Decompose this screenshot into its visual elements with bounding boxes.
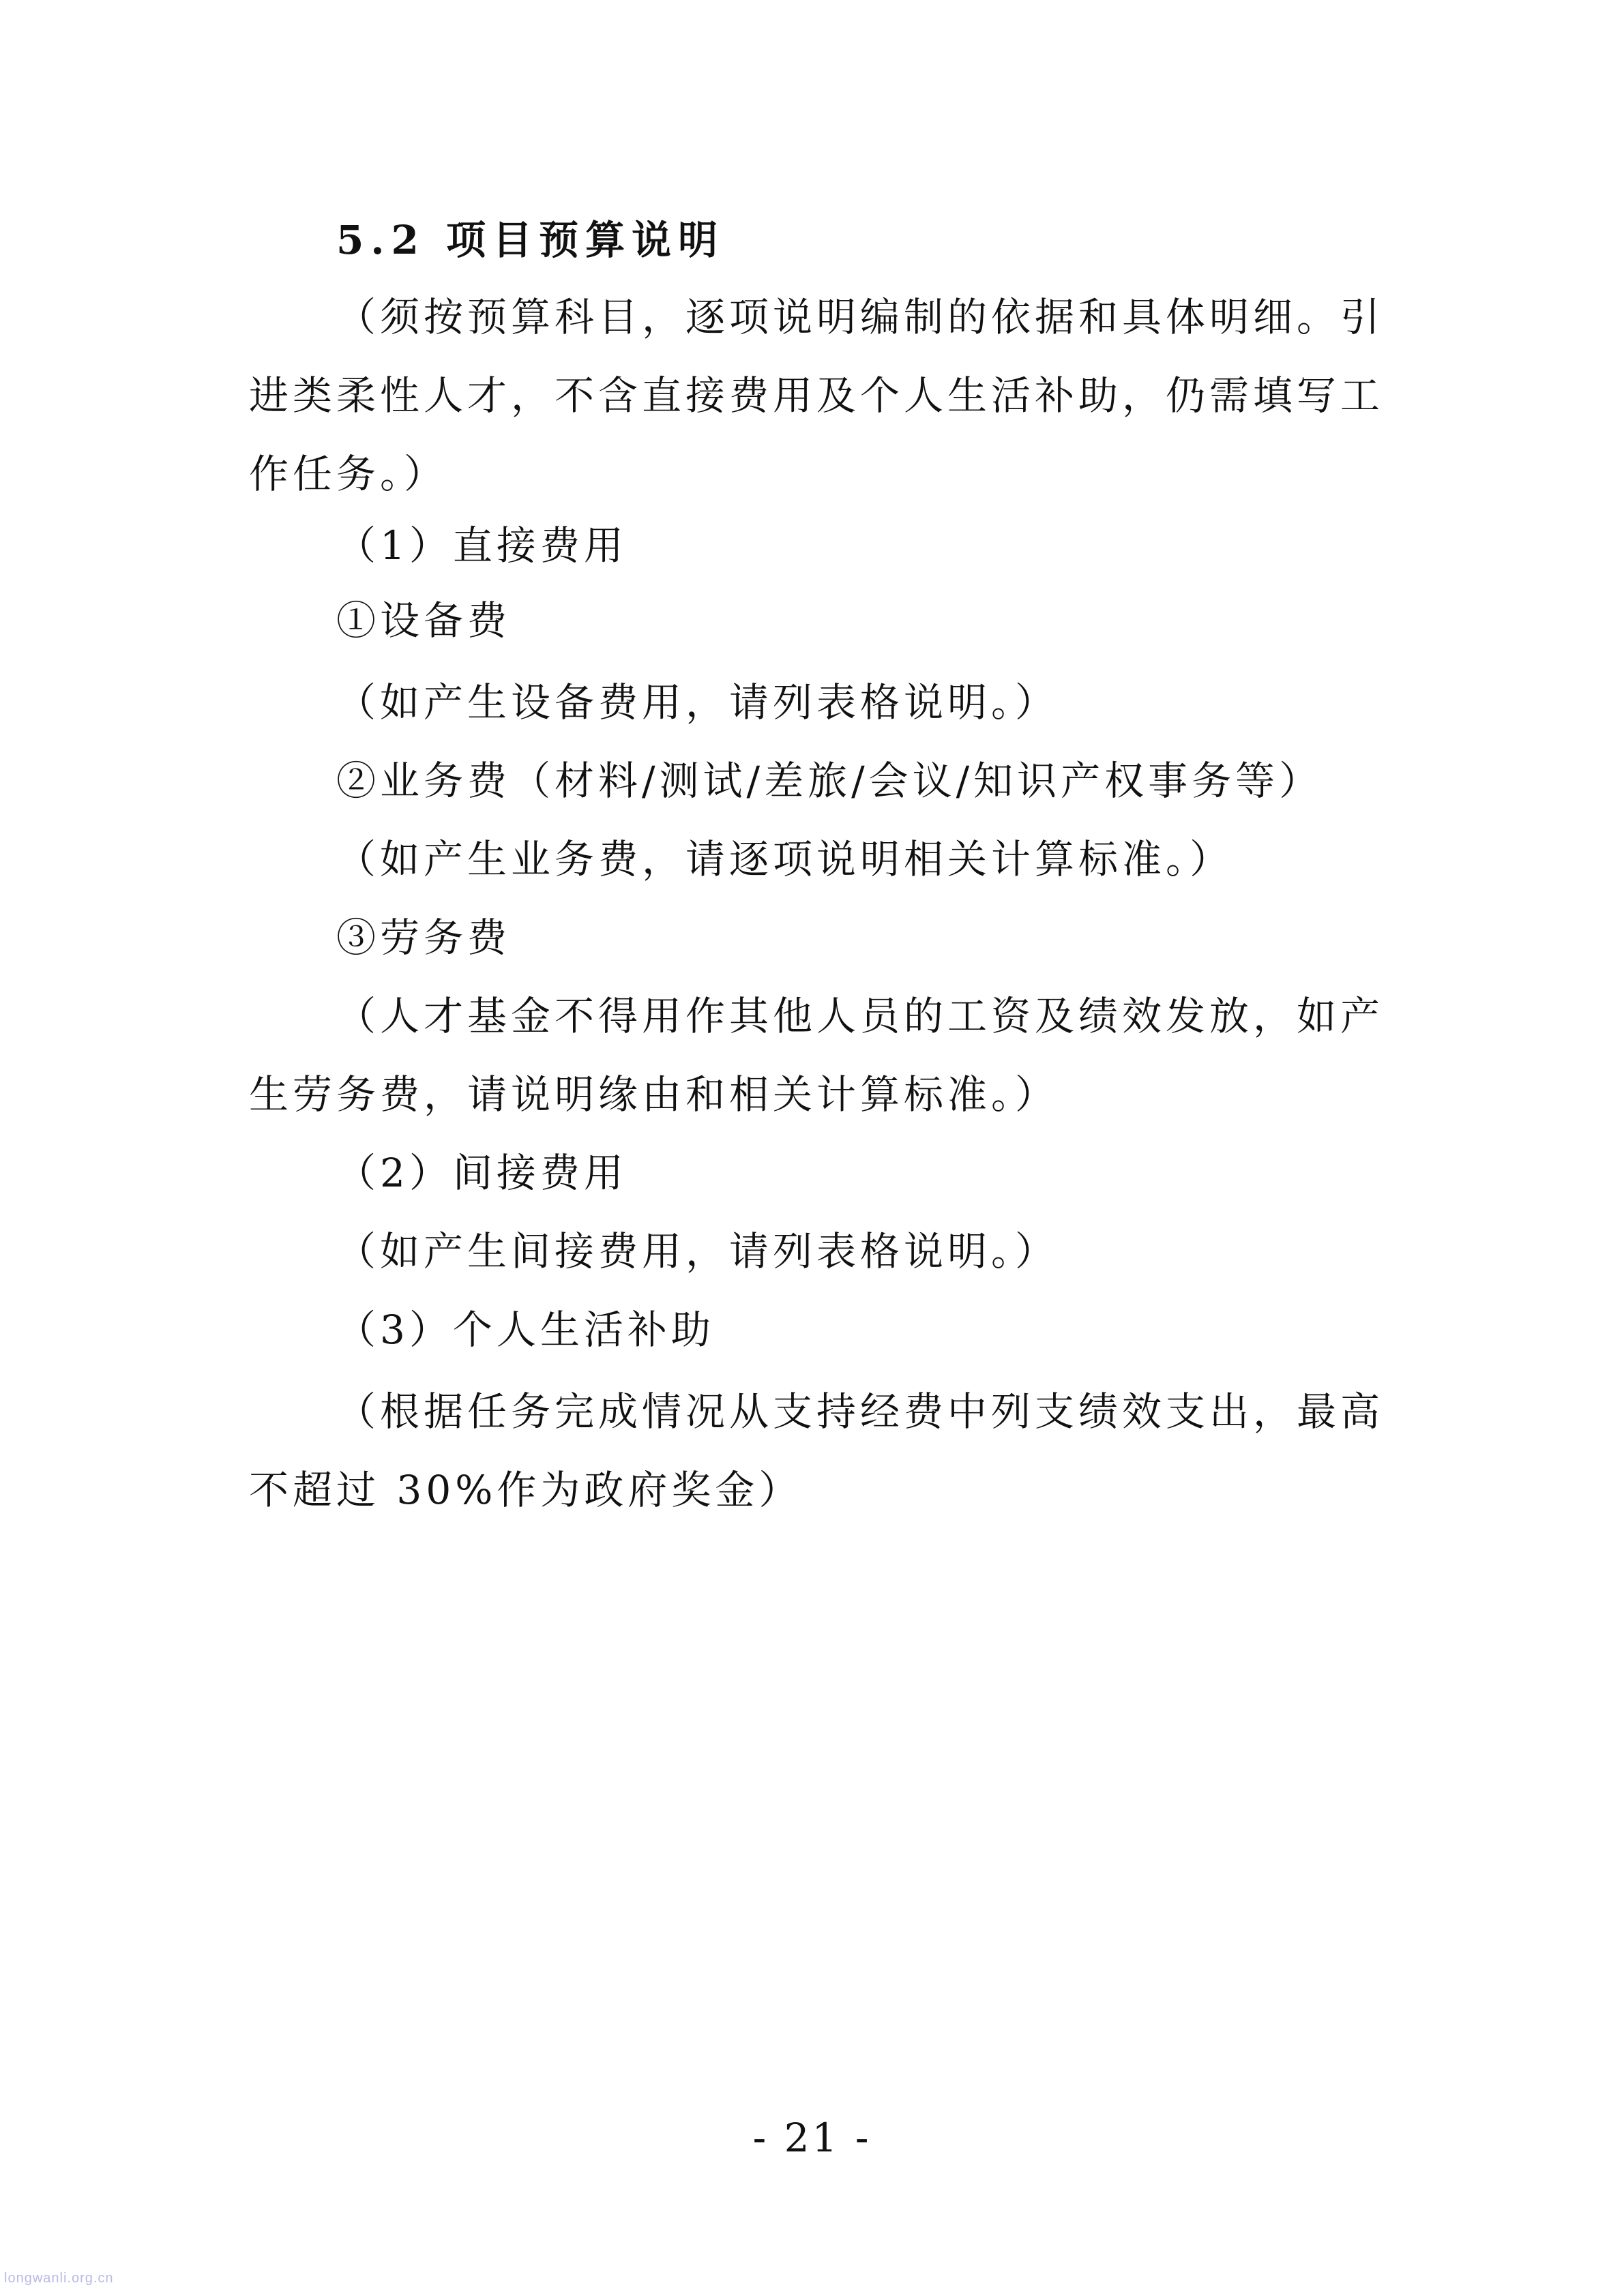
- equipment-fee-note: （如产生设备费用，请列表格说明。）: [336, 679, 1059, 726]
- business-fee-note: （如产生业务费，请逐项说明相关计算标准。）: [336, 836, 1234, 882]
- indirect-cost-title: （2）间接费用: [336, 1150, 628, 1196]
- intro-line-1: （须按预算科目，逐项说明编制的依据和具体明细。引: [336, 294, 1385, 340]
- labor-fee-title: ③劳务费: [336, 914, 512, 961]
- direct-cost-title: （1）直接费用: [336, 522, 628, 569]
- living-subsidy-note-line-1: （根据任务完成情况从支持经费中列支绩效支出，最高: [336, 1388, 1385, 1435]
- living-subsidy-title: （3）个人生活补助: [336, 1307, 715, 1353]
- page-number: - 21 -: [752, 2115, 872, 2161]
- indirect-cost-note: （如产生间接费用，请列表格说明。）: [336, 1228, 1059, 1274]
- business-fee-title: ②业务费（材料/测试/差旅/会议/知识产权事务等）: [336, 758, 1323, 804]
- intro-line-2: 进类柔性人才，不含直接费用及个人生活补助，仍需填写工: [249, 372, 1385, 419]
- equipment-fee-title: ①设备费: [336, 597, 512, 644]
- watermark: longwanli.org.cn: [4, 2271, 114, 2286]
- living-subsidy-note-line-2: 不超过 30%作为政府奖金）: [249, 1467, 803, 1513]
- labor-fee-note-line-2: 生劳务费，请说明缘由和相关计算标准。）: [249, 1071, 1059, 1118]
- intro-line-3: 作任务。）: [249, 451, 448, 497]
- section-heading: 5.2 项目预算说明: [336, 217, 725, 263]
- labor-fee-note-line-1: （人才基金不得用作其他人员的工资及绩效发放，如产: [336, 993, 1385, 1039]
